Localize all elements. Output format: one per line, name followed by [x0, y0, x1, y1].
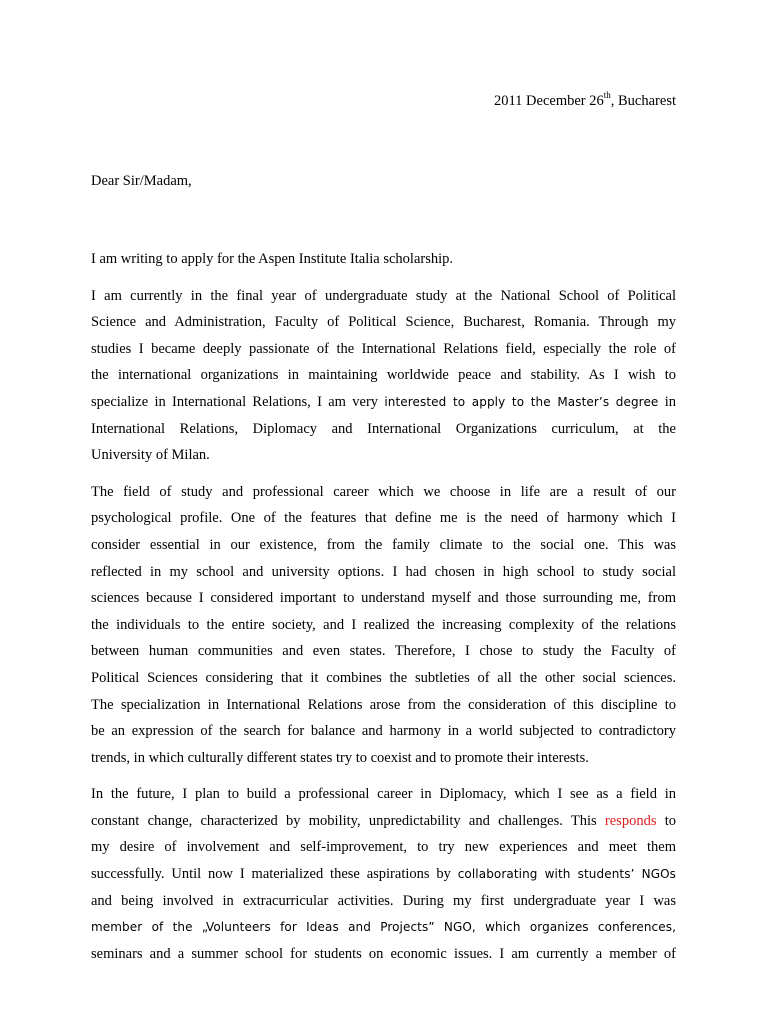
text-segment: specialize in International Relations, I am very [91, 393, 385, 410]
text-line: consider essential in our existence, from the family climate to the social one. This was [91, 536, 676, 553]
text-segment-alt-font: collaborating with students’ NGOs [457, 867, 676, 882]
text-segment: to [656, 812, 676, 829]
text-line [91, 389, 676, 416]
date-text: 2011 December 26 [493, 93, 604, 109]
text-line: University of Milan. [91, 447, 210, 464]
text-segment-alt-font: interested to apply to the Master’s degree [384, 394, 659, 409]
salutation: Dear Sir/Madam, [91, 173, 192, 189]
text-segment: in [658, 393, 677, 410]
paragraph [91, 781, 676, 967]
letter-date [494, 88, 676, 114]
letter-page [91, 0, 676, 1024]
text-line: The field of study and professional career which we choose in life are a result of our [91, 483, 676, 500]
text-line: my desire of involvement and self-improvement, to try new experiences and meet them [91, 839, 676, 856]
highlighted-word: responds [604, 812, 657, 829]
text-line: trends, in which culturally different states try to coexist and to promote their interests. [91, 749, 589, 766]
text-line: In the future, I plan to build a professional career in Diplomacy, which I see as a field in [91, 786, 676, 803]
text-line: seminars and a summer school for students on economic issues. I am currently a member of [91, 945, 676, 962]
date-day-suffix: th [603, 90, 611, 101]
text-line: psychological profile. One of the features that define me is the need of harmony which I [91, 510, 676, 527]
text-segment: constant change, characterized by mobility, unpredictability and challenges. This [91, 812, 605, 829]
text-segment: successfully. Until now I materialized these aspirations by [91, 866, 458, 883]
text-line: The specialization in International Relations arose from the consideration of this discipline to [91, 696, 676, 713]
text-line: Political Sciences considering that it combines the subtleties of all the other social sciences. [91, 669, 676, 686]
text-line: and being involved in extracurricular activities. During my first undergraduate year I was [91, 892, 676, 909]
text-line: International Relations, Diplomacy and International Organizations curriculum, at the [91, 420, 676, 437]
text-line: reflected in my school and university options. I had chosen in high school to study social [91, 563, 676, 580]
text-line: studies I became deeply passionate of the International Relations field, especially the role of [91, 340, 676, 357]
paragraph [91, 246, 676, 273]
paragraph [91, 479, 676, 772]
date-place: , Bucharest [610, 93, 676, 109]
text-line: be an expression of the search for balance and harmony in a world subjected to contradictory [91, 723, 676, 740]
text-segment-alt-font: member of the „Volunteers for Ideas and Projects” NGO, which organizes conferences, [91, 920, 676, 935]
text-line: Science and Administration, Faculty of Political Science, Bucharest, Romania. Through my [91, 314, 676, 331]
text-line: I am currently in the final year of undergraduate study at the National School of Political [91, 287, 676, 304]
paragraph [91, 283, 676, 469]
text-line: the individuals to the entire society, and I realized the increasing complexity of the relations [91, 616, 676, 633]
text-line: the international organizations in maintaining worldwide peace and stability. As I wish to [91, 367, 676, 384]
text-line [91, 861, 676, 888]
text-line [91, 808, 676, 835]
text-line: I am writing to apply for the Aspen Institute Italia scholarship. [91, 251, 454, 267]
text-line: sciences because I considered important to understand myself and those surrounding me, from [91, 590, 676, 607]
text-line: between human communities and even states. Therefore, I chose to study the Faculty of [91, 643, 676, 660]
letter-body [91, 246, 676, 977]
text-line [91, 914, 676, 941]
